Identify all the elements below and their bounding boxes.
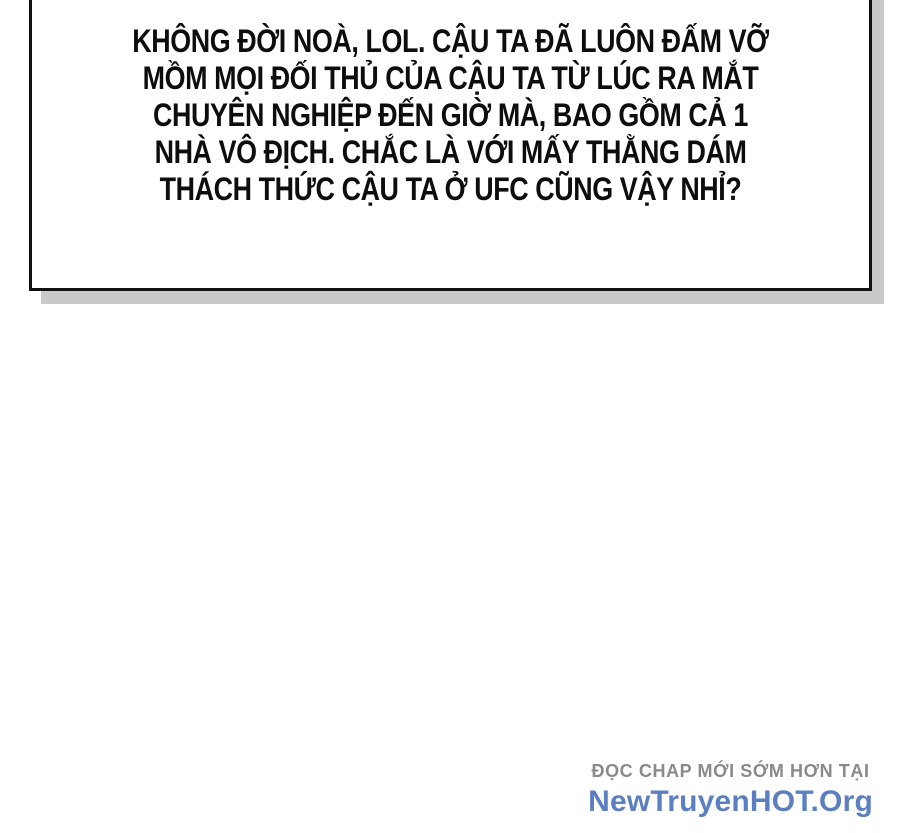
watermark-site-name: NewTruyenHOT.Org bbox=[588, 785, 873, 818]
speech-bubble-line: MỒM MỌI ĐỐI THỦ CỦA CẬU TA TỪ LÚC RA MẮT bbox=[142, 60, 759, 96]
speech-bubble-text bbox=[99, 0, 802, 208]
watermark-tagline: ĐỌC CHAP MỚI SỚM HƠN TẠI bbox=[591, 761, 870, 781]
watermark bbox=[588, 761, 873, 819]
speech-bubble-line: THÁCH THỨC CẬU TA Ở UFC CŨNG VẬY NHỈ? bbox=[159, 171, 742, 207]
speech-bubble-line: NHÀ VÔ ĐỊCH. CHẮC LÀ VỚI MẤY THẰNG DÁM bbox=[154, 134, 747, 170]
speech-bubble bbox=[29, 0, 872, 291]
speech-bubble-line: KHÔNG ĐỜI NOÀ, LOL. CẬU TA ĐÃ LUÔN ĐẤM VỠ bbox=[132, 23, 769, 59]
speech-bubble-line: CHUYÊN NGHIỆP ĐẾN GIỜ MÀ, BAO GỒM CẢ 1 bbox=[153, 97, 748, 133]
